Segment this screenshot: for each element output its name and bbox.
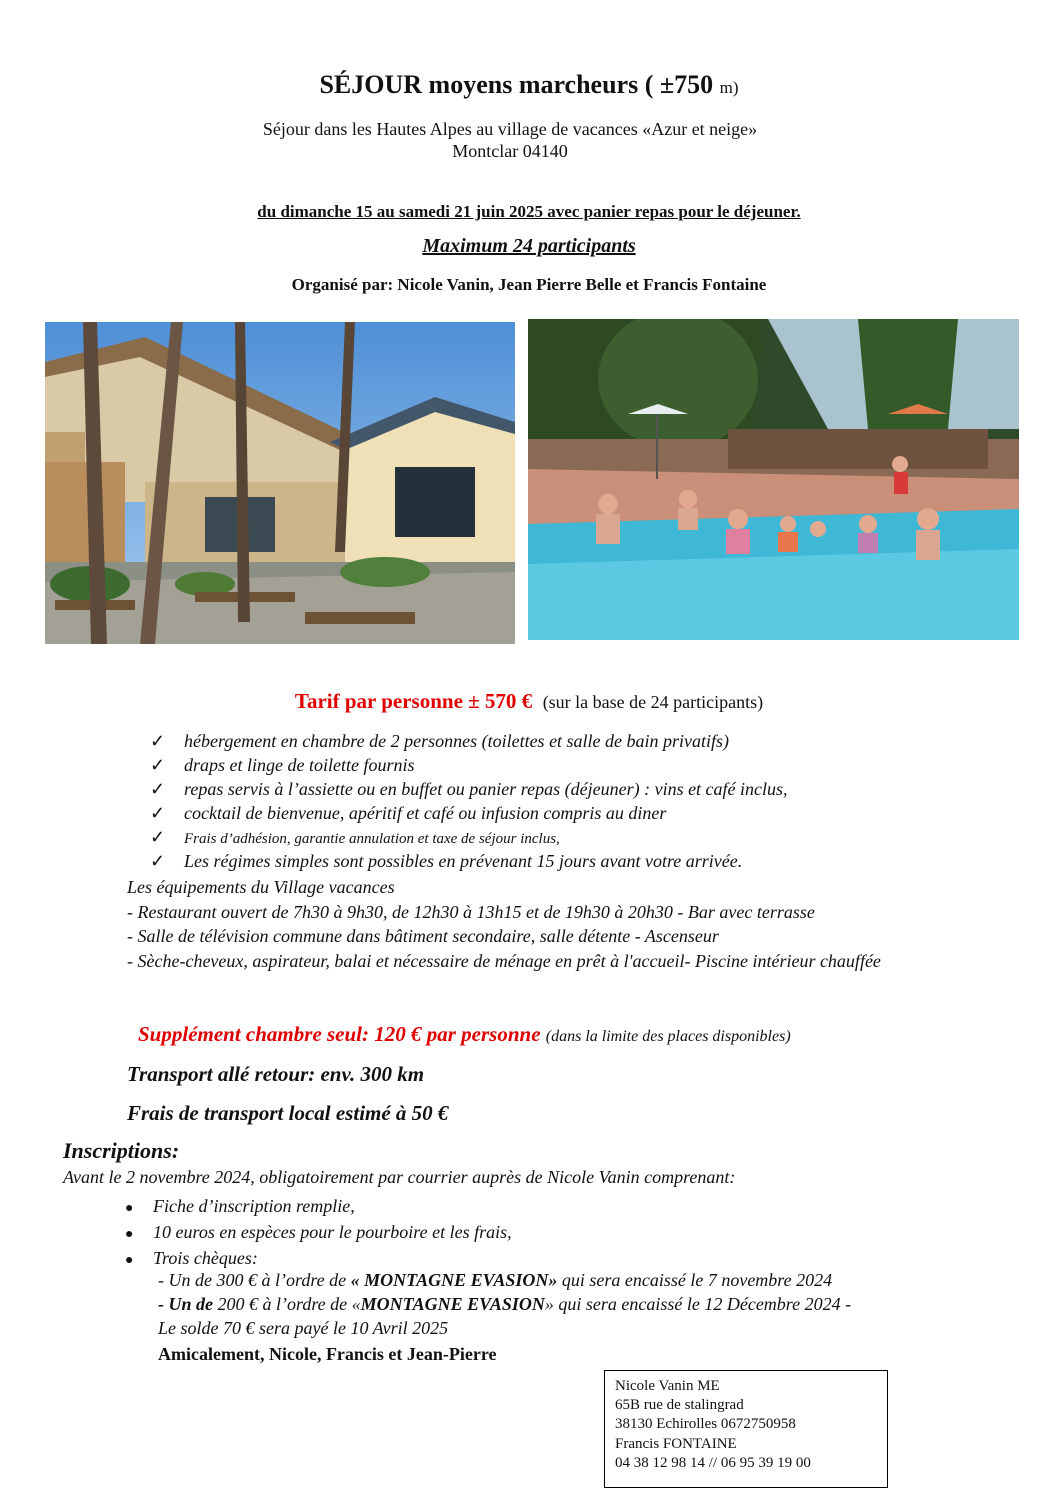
equipment-line: - Restaurant ouvert de 7h30 à 9h30, de 12h30 à 13h15 et de 19h30 à 20h30 - Bar avec terrasse — [127, 901, 815, 922]
list-item: ✓ hébergement en chambre de 2 personnes (toilettes et salle de bain privatifs) — [150, 731, 730, 751]
check-icon: ✓ — [150, 731, 166, 751]
list-item: ● 10 euros en espèces pour le pourboire et les frais, — [125, 1219, 512, 1245]
price-note: (sur la base de 24 participants) — [542, 692, 764, 712]
local-transport-cost: Frais de transport local estimé à 50 € — [127, 1101, 449, 1125]
page-title: SÉJOUR moyens marcheurs ( ±750 m) — [319, 70, 739, 99]
equipment-line: - Sèche-cheveux, aspirateur, balai et nécessaire de ménage en prêt à l'accueil- Piscine intérieur chauffée — [127, 950, 881, 971]
single-room-supplement — [138, 1022, 791, 1047]
supplement-label: Supplément chambre seul: 120 € par personne — [138, 1022, 541, 1046]
check-icon: ✓ — [150, 827, 166, 847]
equipment-line: - Salle de télévision commune dans bâtiment secondaire, salle détente - Ascenseur — [127, 926, 719, 946]
list-item: ✓ repas servis à l’assiette ou en buffet ou panier repas (déjeuner) : vins et café inclus, — [150, 779, 788, 799]
included-list — [150, 729, 788, 873]
village-building-photo — [45, 322, 515, 644]
list-item: ✓ cocktail de bienvenue, apéritif et café ou infusion compris au diner — [150, 803, 667, 823]
subtitle — [0, 118, 1020, 162]
trip-dates: du dimanche 15 au samedi 21 juin 2025 avec panier repas pour le déjeuner. — [257, 202, 801, 221]
organizers: Organisé par: Nicole Vanin, Jean Pierre Belle et Francis Fontaine — [291, 275, 767, 294]
check-icon: ✓ — [150, 779, 166, 799]
contact-line: Francis FONTAINE — [615, 1435, 737, 1452]
equipment-title: Les équipements du Village vacances — [127, 877, 395, 897]
closing-signature: Amicalement, Nicole, Francis et Jean-Pierre — [158, 1344, 497, 1364]
list-item: ● Fiche d’inscription remplie, — [125, 1193, 512, 1219]
contact-line: 04 38 12 98 14 // 06 95 39 19 00 — [615, 1454, 811, 1471]
contact-line: 65B rue de stalingrad — [615, 1397, 744, 1414]
contact-box — [604, 1370, 888, 1488]
cheque-line: - Un de 300 € à l’ordre de « MONTAGNE EVASION» qui sera encaissé le 7 novembre 2024 — [158, 1270, 833, 1290]
check-icon: ✓ — [150, 851, 166, 871]
pool-photo — [528, 319, 1019, 640]
bullet-icon: ● — [125, 1227, 134, 1242]
equipment-section — [127, 875, 987, 973]
supplement-note: (dans la limite des places disponibles) — [545, 1028, 791, 1045]
inscriptions-title: Inscriptions: — [63, 1138, 180, 1163]
cheque-line: - Un de 200 € à l’ordre de «MONTAGNE EVASION» qui sera encaissé le 12 Décembre 2024 - — [158, 1294, 852, 1314]
bullet-icon: ● — [125, 1201, 134, 1216]
title-unit: m) — [719, 78, 739, 97]
balance-line: Le solde 70 € sera payé le 10 Avril 2025 — [158, 1318, 449, 1338]
price-line — [0, 689, 1058, 714]
list-item: ✓ Frais d’adhésion, garantie annulation et taxe de séjour inclus, — [150, 827, 560, 847]
inscription-list — [125, 1193, 512, 1271]
bullet-icon: ● — [125, 1253, 134, 1268]
transport-distance: Transport allé retour: env. 300 km — [127, 1062, 425, 1086]
contact-line: Nicole Vanin ME — [615, 1378, 720, 1394]
list-item: ● Trois chèques: — [125, 1245, 512, 1271]
list-item: ✓ draps et linge de toilette fournis — [150, 755, 415, 775]
subtitle-location: Montclar 04140 — [452, 141, 568, 161]
subtitle-line: Séjour dans les Hautes Alpes au village de vacances «Azur et neige» — [262, 119, 758, 139]
inscriptions-intro: Avant le 2 novembre 2024, obligatoirement par courrier auprès de Nicole Vanin comprenant: — [63, 1167, 736, 1187]
contact-line: 38130 Echirolles 0672750958 — [615, 1416, 796, 1433]
price-label: Tarif par personne ± 570 € — [294, 689, 533, 713]
check-icon: ✓ — [150, 803, 166, 823]
max-participants: Maximum 24 participants — [422, 235, 636, 257]
list-item: ✓ Les régimes simples sont possibles en prévenant 15 jours avant votre arrivée. — [150, 851, 743, 871]
check-icon: ✓ — [150, 755, 166, 775]
